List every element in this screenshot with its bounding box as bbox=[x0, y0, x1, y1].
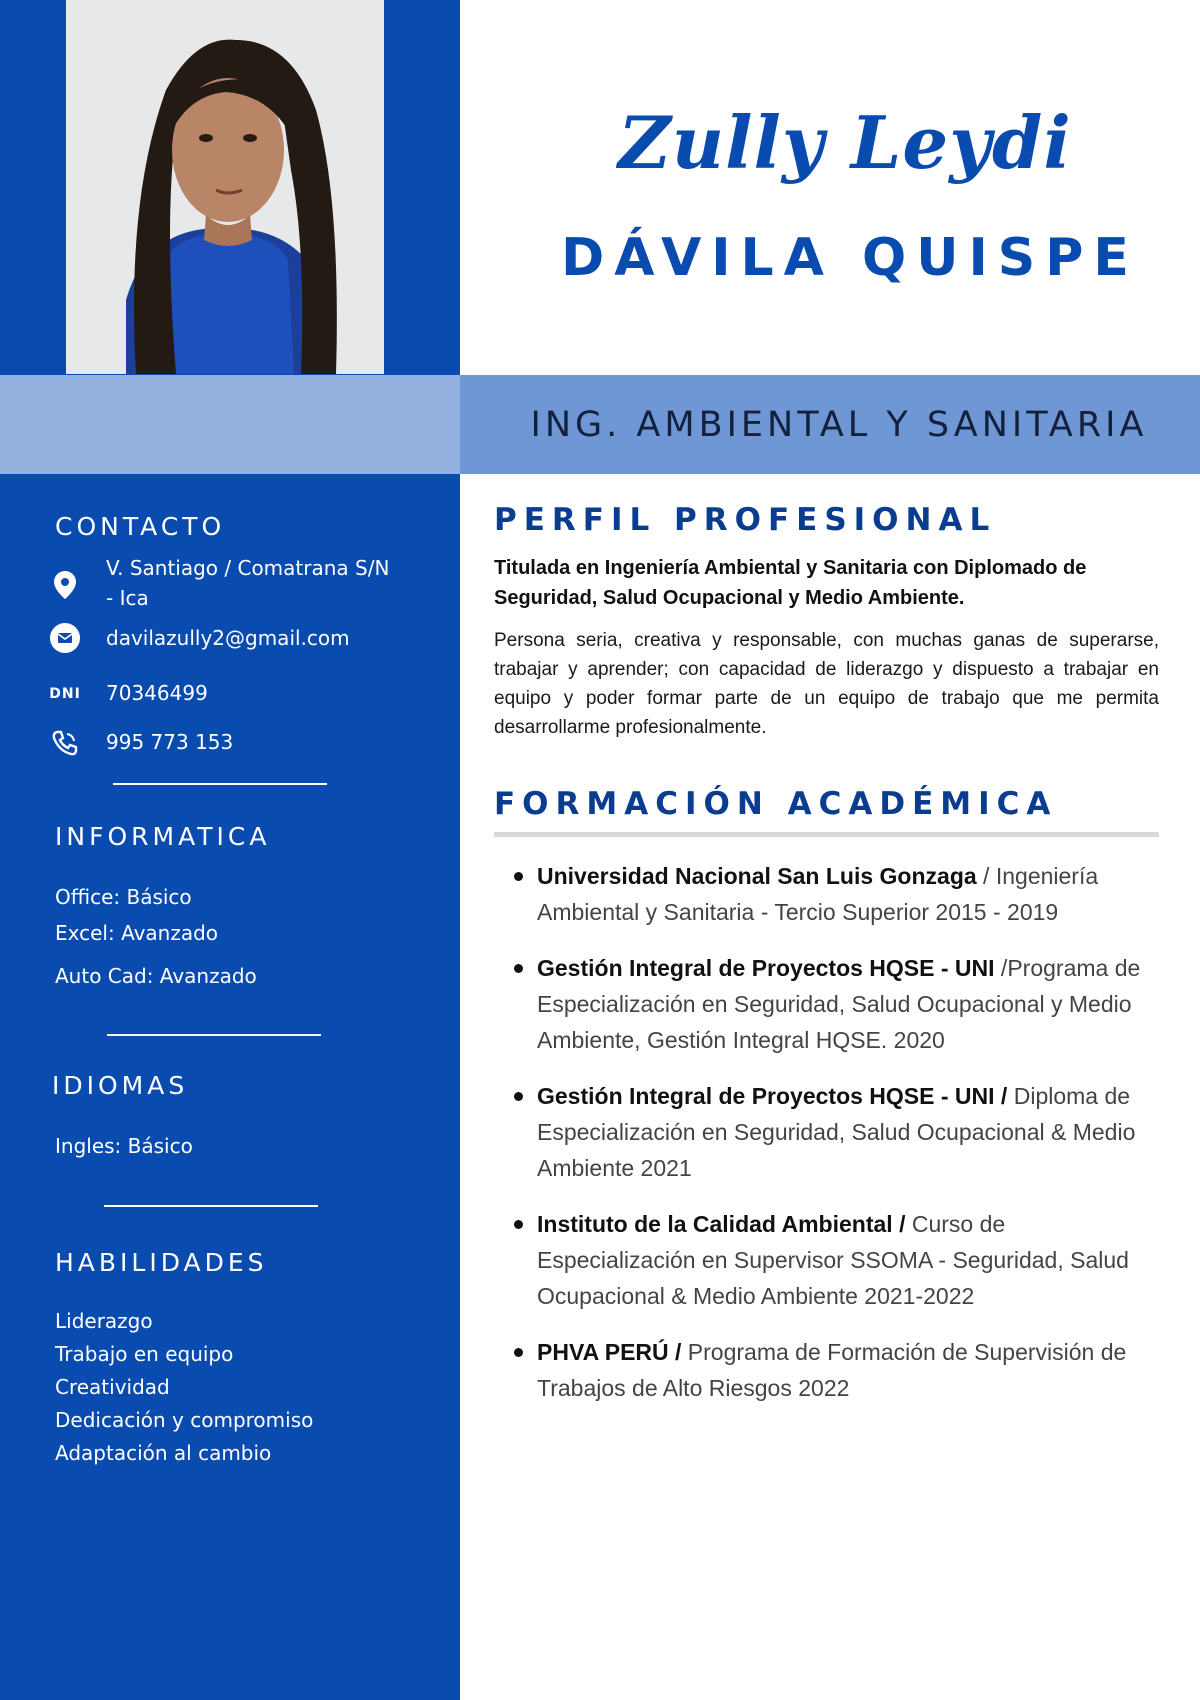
formacion-institution: Gestión Integral de Proyectos HQSE - UNI / bbox=[537, 1083, 1008, 1109]
habilidad-item: Trabajo en equipo bbox=[55, 1342, 234, 1366]
profile-photo bbox=[66, 0, 384, 374]
bullet-icon bbox=[514, 1092, 523, 1101]
perfil-summary: Titulada en Ingeniería Ambiental y Sanitaria con Diplomado de Seguridad, Salud Ocupacional y Medio Ambiente. bbox=[494, 557, 1087, 609]
formacion-detail: / Ingeniería Ambiental y Sanitaria - Tercio Superior 2015 - 2019 bbox=[537, 863, 1099, 925]
dni-icon bbox=[50, 679, 80, 709]
formacion-item bbox=[494, 950, 1164, 1058]
bullet-icon bbox=[514, 1220, 523, 1229]
email-text[interactable]: davilazully2@gmail.com bbox=[106, 626, 350, 650]
perfil-description: Persona seria, creativa y responsable, con muchas ganas de superarse, trabajar y aprender; con capacidad de liderazgo y dispuesto a trabajar en equipo y poder formar parte de un equipo de trabajo que me permita desarrollarme profesionalmente. bbox=[494, 630, 1159, 738]
bullet-icon bbox=[514, 964, 523, 973]
formacion-item bbox=[494, 1334, 1164, 1406]
habilidad-item: Dedicación y compromiso bbox=[55, 1408, 314, 1432]
formacion-divider bbox=[494, 832, 1159, 837]
dni-number: 70346499 bbox=[106, 681, 208, 705]
person-portrait-image bbox=[66, 0, 384, 374]
contact-divider bbox=[113, 783, 327, 785]
phone-icon bbox=[50, 728, 80, 758]
email-icon bbox=[50, 623, 80, 653]
informatica-title: INFORMATICA bbox=[55, 822, 271, 851]
profession-title: ING. AMBIENTAL Y SANITARIA bbox=[530, 404, 1148, 445]
bullet-icon bbox=[514, 872, 523, 881]
formacion-detail: /Programa de Especialización en Seguridad, Salud Ocupacional y Medio Ambiente, Gestión Integral HQSE. 2020 bbox=[537, 955, 1141, 1053]
informatica-item: Office: Básico bbox=[55, 885, 192, 909]
last-name: DÁVILA QUISPE bbox=[561, 228, 1139, 288]
formacion-detail: Diploma de Especialización en Seguridad, Salud Ocupacional & Medio Ambiente 2021 bbox=[537, 1083, 1136, 1181]
habilidad-item: Creatividad bbox=[55, 1375, 170, 1399]
formacion-institution: Gestión Integral de Proyectos HQSE - UNI bbox=[537, 955, 995, 981]
formacion-item bbox=[494, 1078, 1164, 1186]
formacion-detail: Programa de Formación de Supervisión de Trabajos de Alto Riesgos 2022 bbox=[537, 1339, 1127, 1401]
informatica-item: Auto Cad: Avanzado bbox=[55, 964, 257, 988]
formacion-detail: Curso de Especialización en Supervisor SSOMA - Seguridad, Salud Ocupacional & Medio Ambiente 2021-2022 bbox=[537, 1211, 1129, 1309]
contact-title: CONTACTO bbox=[55, 512, 226, 541]
bullet-icon bbox=[514, 1348, 523, 1357]
informatica-item: Excel: Avanzado bbox=[55, 921, 219, 945]
phone-number[interactable]: 995 773 153 bbox=[106, 730, 234, 754]
title-band-left bbox=[0, 375, 460, 474]
habilidad-item: Liderazgo bbox=[55, 1309, 153, 1333]
formacion-item bbox=[494, 1206, 1164, 1314]
formacion-institution: Instituto de la Calidad Ambiental / bbox=[537, 1211, 906, 1237]
address-line-2: - Ica bbox=[106, 586, 149, 610]
informatica-divider bbox=[107, 1034, 321, 1036]
location-pin-icon bbox=[50, 570, 80, 600]
address-line-1: V. Santiago / Comatrana S/N bbox=[106, 556, 390, 580]
idiomas-item: Ingles: Básico bbox=[55, 1134, 193, 1158]
first-name: Zully Leydi bbox=[618, 100, 1072, 185]
formacion-institution: Universidad Nacional San Luis Gonzaga bbox=[537, 863, 977, 889]
formacion-list bbox=[494, 858, 1164, 1426]
perfil-title: PERFIL PROFESIONAL bbox=[494, 502, 997, 538]
habilidad-item: Adaptación al cambio bbox=[55, 1441, 272, 1465]
dni-label: DNI bbox=[49, 686, 81, 702]
habilidades-title: HABILIDADES bbox=[55, 1248, 268, 1277]
idiomas-divider bbox=[104, 1205, 318, 1207]
formacion-title: FORMACIÓN ACADÉMICA bbox=[494, 786, 1058, 822]
title-band-right bbox=[460, 375, 1200, 474]
formacion-institution: PHVA PERÚ / bbox=[537, 1339, 682, 1365]
idiomas-title: IDIOMAS bbox=[52, 1071, 189, 1100]
formacion-item bbox=[494, 858, 1164, 930]
